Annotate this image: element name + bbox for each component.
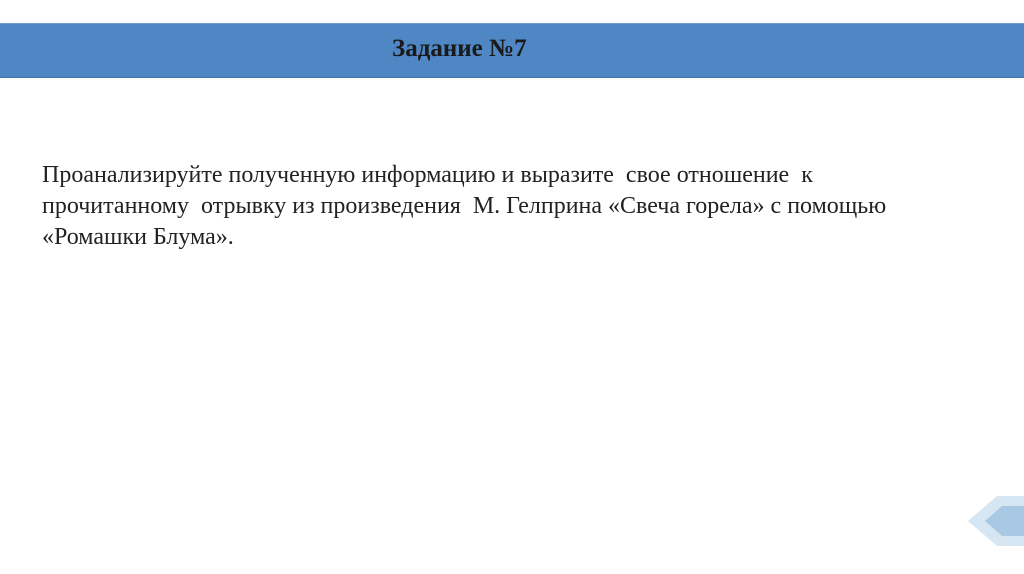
chevron-left-icon (968, 496, 1024, 546)
previous-slide-button[interactable] (968, 496, 1024, 546)
slide-title: Задание №7 (392, 35, 527, 62)
task-text-line: прочитанному отрывку из произведения М. Гелприна «Свеча горела» с помощью (42, 193, 887, 219)
task-text (42, 160, 982, 253)
task-text-line: «Ромашки Блума». (42, 224, 234, 250)
task-text-line: Проанализируйте полученную информацию и выразите свое отношение к (42, 162, 813, 188)
